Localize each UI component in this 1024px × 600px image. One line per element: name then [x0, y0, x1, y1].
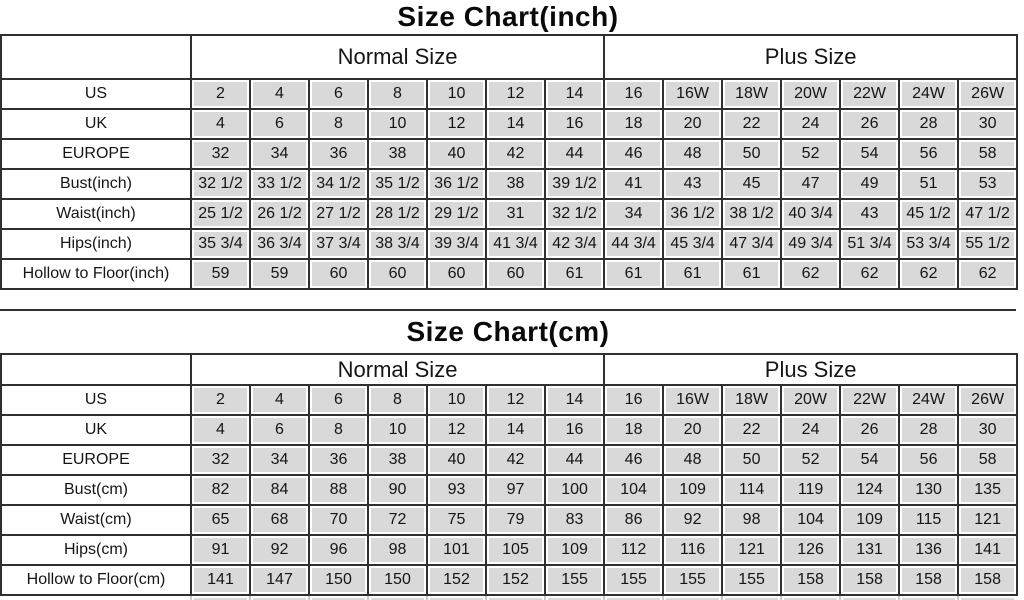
size-value-cell: 38 3/4 [368, 229, 427, 259]
size-value-cell: 20 [663, 109, 722, 139]
size-value-cell: 34 [250, 445, 309, 475]
partial-next-row [0, 596, 1016, 600]
size-value-cell: 22 [722, 415, 781, 445]
size-value-cell: 12 [427, 415, 486, 445]
size-value-cell: 52 [781, 139, 840, 169]
size-value-cell: 39 1/2 [545, 169, 604, 199]
size-chart-inch-section [0, 0, 1016, 290]
table-row [1, 139, 1017, 169]
row-label: US [1, 385, 191, 415]
size-value-cell: 37 3/4 [309, 229, 368, 259]
partial-cell [190, 596, 249, 600]
size-value-cell: 49 3/4 [781, 229, 840, 259]
size-value-cell: 16 [545, 109, 604, 139]
row-label: Hollow to Floor(inch) [1, 259, 191, 289]
size-value-cell: 26 [840, 415, 899, 445]
size-value-cell: 32 1/2 [545, 199, 604, 229]
size-value-cell: 36 1/2 [427, 169, 486, 199]
size-value-cell: 75 [427, 505, 486, 535]
partial-cell [485, 596, 544, 600]
size-value-cell: 22W [840, 79, 899, 109]
size-value-cell: 12 [486, 79, 545, 109]
size-value-cell: 98 [722, 505, 781, 535]
size-value-cell: 150 [309, 565, 368, 595]
size-value-cell: 39 3/4 [427, 229, 486, 259]
size-value-cell: 56 [899, 445, 958, 475]
size-value-cell: 61 [722, 259, 781, 289]
group-header-normal-size: Normal Size [191, 354, 604, 385]
size-value-cell: 26W [958, 385, 1017, 415]
size-value-cell: 49 [840, 169, 899, 199]
size-value-cell: 30 [958, 415, 1017, 445]
size-value-cell: 98 [368, 535, 427, 565]
partial-cell [426, 596, 485, 600]
size-value-cell: 70 [309, 505, 368, 535]
size-value-cell: 116 [663, 535, 722, 565]
size-value-cell: 92 [250, 535, 309, 565]
size-value-cell: 121 [958, 505, 1017, 535]
size-value-cell: 42 [486, 139, 545, 169]
size-value-cell: 2 [191, 385, 250, 415]
size-value-cell: 38 [486, 169, 545, 199]
size-value-cell: 61 [604, 259, 663, 289]
table-row [1, 229, 1017, 259]
size-value-cell: 28 1/2 [368, 199, 427, 229]
partial-cell [662, 596, 721, 600]
row-label: Bust(inch) [1, 169, 191, 199]
size-value-cell: 8 [368, 385, 427, 415]
size-value-cell: 6 [250, 109, 309, 139]
size-value-cell: 29 1/2 [427, 199, 486, 229]
size-value-cell: 6 [309, 385, 368, 415]
group-header-row [1, 35, 1017, 79]
size-value-cell: 41 3/4 [486, 229, 545, 259]
row-label: Hips(inch) [1, 229, 191, 259]
size-value-cell: 22 [722, 109, 781, 139]
size-value-cell: 61 [663, 259, 722, 289]
table-row [1, 259, 1017, 289]
size-value-cell: 97 [486, 475, 545, 505]
size-value-cell: 109 [545, 535, 604, 565]
group-header-row [1, 354, 1017, 385]
table-row [1, 199, 1017, 229]
size-value-cell: 26W [958, 79, 1017, 109]
size-value-cell: 33 1/2 [250, 169, 309, 199]
size-value-cell: 38 1/2 [722, 199, 781, 229]
size-value-cell: 47 1/2 [958, 199, 1017, 229]
row-label: Bust(cm) [1, 475, 191, 505]
row-label: Hips(cm) [1, 535, 191, 565]
size-value-cell: 34 [250, 139, 309, 169]
size-value-cell: 40 3/4 [781, 199, 840, 229]
size-value-cell: 60 [427, 259, 486, 289]
size-value-cell: 60 [368, 259, 427, 289]
size-value-cell: 8 [368, 79, 427, 109]
size-value-cell: 68 [250, 505, 309, 535]
size-value-cell: 119 [781, 475, 840, 505]
size-value-cell: 93 [427, 475, 486, 505]
size-value-cell: 36 [309, 445, 368, 475]
size-value-cell: 45 [722, 169, 781, 199]
size-value-cell: 124 [840, 475, 899, 505]
size-value-cell: 91 [191, 535, 250, 565]
size-value-cell: 41 [604, 169, 663, 199]
size-value-cell: 45 1/2 [899, 199, 958, 229]
size-value-cell: 59 [191, 259, 250, 289]
size-value-cell: 90 [368, 475, 427, 505]
size-value-cell: 16 [545, 415, 604, 445]
size-value-cell: 104 [604, 475, 663, 505]
size-value-cell: 79 [486, 505, 545, 535]
size-value-cell: 82 [191, 475, 250, 505]
table-row [1, 109, 1017, 139]
size-value-cell: 27 1/2 [309, 199, 368, 229]
size-value-cell: 114 [722, 475, 781, 505]
size-value-cell: 50 [722, 139, 781, 169]
size-value-cell: 62 [958, 259, 1017, 289]
corner-cell [1, 35, 191, 79]
size-value-cell: 109 [663, 475, 722, 505]
size-value-cell: 48 [663, 139, 722, 169]
size-value-cell: 96 [309, 535, 368, 565]
partial-cell [544, 596, 603, 600]
size-value-cell: 4 [250, 79, 309, 109]
size-value-cell: 42 [486, 445, 545, 475]
size-value-cell: 83 [545, 505, 604, 535]
size-value-cell: 51 [899, 169, 958, 199]
size-value-cell: 46 [604, 445, 663, 475]
table-row [1, 415, 1017, 445]
size-value-cell: 18W [722, 385, 781, 415]
size-value-cell: 58 [958, 445, 1017, 475]
size-value-cell: 47 3/4 [722, 229, 781, 259]
group-header-plus-size: Plus Size [604, 35, 1017, 79]
size-value-cell: 126 [781, 535, 840, 565]
size-value-cell: 12 [486, 385, 545, 415]
size-value-cell: 32 [191, 445, 250, 475]
size-chart-cm-section [0, 309, 1016, 600]
size-value-cell: 54 [840, 445, 899, 475]
size-value-cell: 10 [427, 385, 486, 415]
table-row [1, 475, 1017, 505]
table-row [1, 505, 1017, 535]
size-value-cell: 38 [368, 139, 427, 169]
size-value-cell: 22W [840, 385, 899, 415]
size-value-cell: 88 [309, 475, 368, 505]
size-value-cell: 53 [958, 169, 1017, 199]
size-value-cell: 53 3/4 [899, 229, 958, 259]
size-value-cell: 54 [840, 139, 899, 169]
partial-cell [308, 596, 367, 600]
partial-cell [780, 596, 839, 600]
size-value-cell: 56 [899, 139, 958, 169]
size-value-cell: 60 [309, 259, 368, 289]
group-header-plus-size: Plus Size [604, 354, 1017, 385]
size-value-cell: 141 [958, 535, 1017, 565]
size-value-cell: 59 [250, 259, 309, 289]
size-value-cell: 43 [840, 199, 899, 229]
size-value-cell: 14 [545, 79, 604, 109]
size-value-cell: 28 [899, 415, 958, 445]
row-label: Waist(inch) [1, 199, 191, 229]
partial-row-spacer [0, 596, 190, 600]
table-row [1, 445, 1017, 475]
row-label: US [1, 79, 191, 109]
size-value-cell: 150 [368, 565, 427, 595]
row-label: EUROPE [1, 139, 191, 169]
size-value-cell: 45 3/4 [663, 229, 722, 259]
size-value-cell: 18 [604, 109, 663, 139]
size-value-cell: 158 [958, 565, 1017, 595]
size-value-cell: 52 [781, 445, 840, 475]
size-value-cell: 10 [427, 79, 486, 109]
size-value-cell: 158 [781, 565, 840, 595]
size-value-cell: 14 [545, 385, 604, 415]
size-value-cell: 152 [427, 565, 486, 595]
size-value-cell: 16W [663, 79, 722, 109]
row-label: Waist(cm) [1, 505, 191, 535]
size-chart-cm-title: Size Chart(cm) [0, 309, 1016, 353]
size-value-cell: 16W [663, 385, 722, 415]
size-value-cell: 36 3/4 [250, 229, 309, 259]
size-chart-cm-table [0, 353, 1018, 596]
size-value-cell: 100 [545, 475, 604, 505]
table-row [1, 79, 1017, 109]
size-value-cell: 86 [604, 505, 663, 535]
size-value-cell: 24 [781, 415, 840, 445]
size-chart-inch-table [0, 34, 1018, 290]
partial-cell [367, 596, 426, 600]
partial-cell [721, 596, 780, 600]
size-value-cell: 14 [486, 109, 545, 139]
row-label: UK [1, 109, 191, 139]
size-value-cell: 32 [191, 139, 250, 169]
size-value-cell: 40 [427, 139, 486, 169]
size-value-cell: 62 [899, 259, 958, 289]
size-value-cell: 12 [427, 109, 486, 139]
size-value-cell: 30 [958, 109, 1017, 139]
partial-cell [839, 596, 898, 600]
size-value-cell: 34 1/2 [309, 169, 368, 199]
size-value-cell: 115 [899, 505, 958, 535]
group-header-normal-size: Normal Size [191, 35, 604, 79]
size-value-cell: 4 [191, 109, 250, 139]
size-value-cell: 58 [958, 139, 1017, 169]
size-value-cell: 155 [722, 565, 781, 595]
size-value-cell: 44 3/4 [604, 229, 663, 259]
size-value-cell: 131 [840, 535, 899, 565]
size-value-cell: 141 [191, 565, 250, 595]
size-value-cell: 61 [545, 259, 604, 289]
size-value-cell: 26 [840, 109, 899, 139]
table-row [1, 385, 1017, 415]
size-value-cell: 135 [958, 475, 1017, 505]
size-value-cell: 50 [722, 445, 781, 475]
size-value-cell: 34 [604, 199, 663, 229]
size-value-cell: 18 [604, 415, 663, 445]
size-value-cell: 60 [486, 259, 545, 289]
size-value-cell: 24 [781, 109, 840, 139]
size-value-cell: 55 1/2 [958, 229, 1017, 259]
size-value-cell: 32 1/2 [191, 169, 250, 199]
row-label: Hollow to Floor(cm) [1, 565, 191, 595]
size-value-cell: 121 [722, 535, 781, 565]
size-value-cell: 48 [663, 445, 722, 475]
size-value-cell: 38 [368, 445, 427, 475]
size-value-cell: 16 [604, 79, 663, 109]
size-value-cell: 35 1/2 [368, 169, 427, 199]
partial-cell [249, 596, 308, 600]
row-label: EUROPE [1, 445, 191, 475]
size-value-cell: 36 1/2 [663, 199, 722, 229]
size-value-cell: 130 [899, 475, 958, 505]
size-value-cell: 155 [604, 565, 663, 595]
size-chart-inch-title: Size Chart(inch) [397, 1, 619, 32]
size-value-cell: 35 3/4 [191, 229, 250, 259]
size-value-cell: 62 [840, 259, 899, 289]
size-value-cell: 109 [840, 505, 899, 535]
table-row [1, 169, 1017, 199]
corner-cell [1, 354, 191, 385]
size-value-cell: 36 [309, 139, 368, 169]
partial-cell [898, 596, 957, 600]
size-value-cell: 51 3/4 [840, 229, 899, 259]
size-value-cell: 10 [368, 415, 427, 445]
size-value-cell: 112 [604, 535, 663, 565]
size-value-cell: 4 [250, 385, 309, 415]
size-value-cell: 105 [486, 535, 545, 565]
size-value-cell: 43 [663, 169, 722, 199]
size-value-cell: 158 [899, 565, 958, 595]
size-value-cell: 6 [250, 415, 309, 445]
size-value-cell: 20 [663, 415, 722, 445]
size-value-cell: 4 [191, 415, 250, 445]
size-value-cell: 24W [899, 79, 958, 109]
size-value-cell: 8 [309, 109, 368, 139]
size-value-cell: 72 [368, 505, 427, 535]
size-value-cell: 40 [427, 445, 486, 475]
row-label: UK [1, 415, 191, 445]
size-value-cell: 44 [545, 139, 604, 169]
size-value-cell: 47 [781, 169, 840, 199]
size-value-cell: 42 3/4 [545, 229, 604, 259]
size-value-cell: 62 [781, 259, 840, 289]
size-value-cell: 31 [486, 199, 545, 229]
partial-cell [957, 596, 1016, 600]
size-value-cell: 2 [191, 79, 250, 109]
partial-cell [603, 596, 662, 600]
size-value-cell: 65 [191, 505, 250, 535]
size-value-cell: 20W [781, 385, 840, 415]
table-row [1, 535, 1017, 565]
size-value-cell: 26 1/2 [250, 199, 309, 229]
size-value-cell: 28 [899, 109, 958, 139]
size-value-cell: 10 [368, 109, 427, 139]
size-value-cell: 147 [250, 565, 309, 595]
size-value-cell: 136 [899, 535, 958, 565]
size-value-cell: 8 [309, 415, 368, 445]
size-value-cell: 6 [309, 79, 368, 109]
size-value-cell: 101 [427, 535, 486, 565]
size-value-cell: 14 [486, 415, 545, 445]
size-value-cell: 16 [604, 385, 663, 415]
size-value-cell: 155 [545, 565, 604, 595]
size-value-cell: 104 [781, 505, 840, 535]
size-value-cell: 158 [840, 565, 899, 595]
size-value-cell: 152 [486, 565, 545, 595]
size-value-cell: 44 [545, 445, 604, 475]
size-value-cell: 20W [781, 79, 840, 109]
table-row [1, 565, 1017, 595]
size-value-cell: 84 [250, 475, 309, 505]
size-value-cell: 46 [604, 139, 663, 169]
size-value-cell: 25 1/2 [191, 199, 250, 229]
size-value-cell: 92 [663, 505, 722, 535]
size-value-cell: 24W [899, 385, 958, 415]
size-value-cell: 155 [663, 565, 722, 595]
size-value-cell: 18W [722, 79, 781, 109]
